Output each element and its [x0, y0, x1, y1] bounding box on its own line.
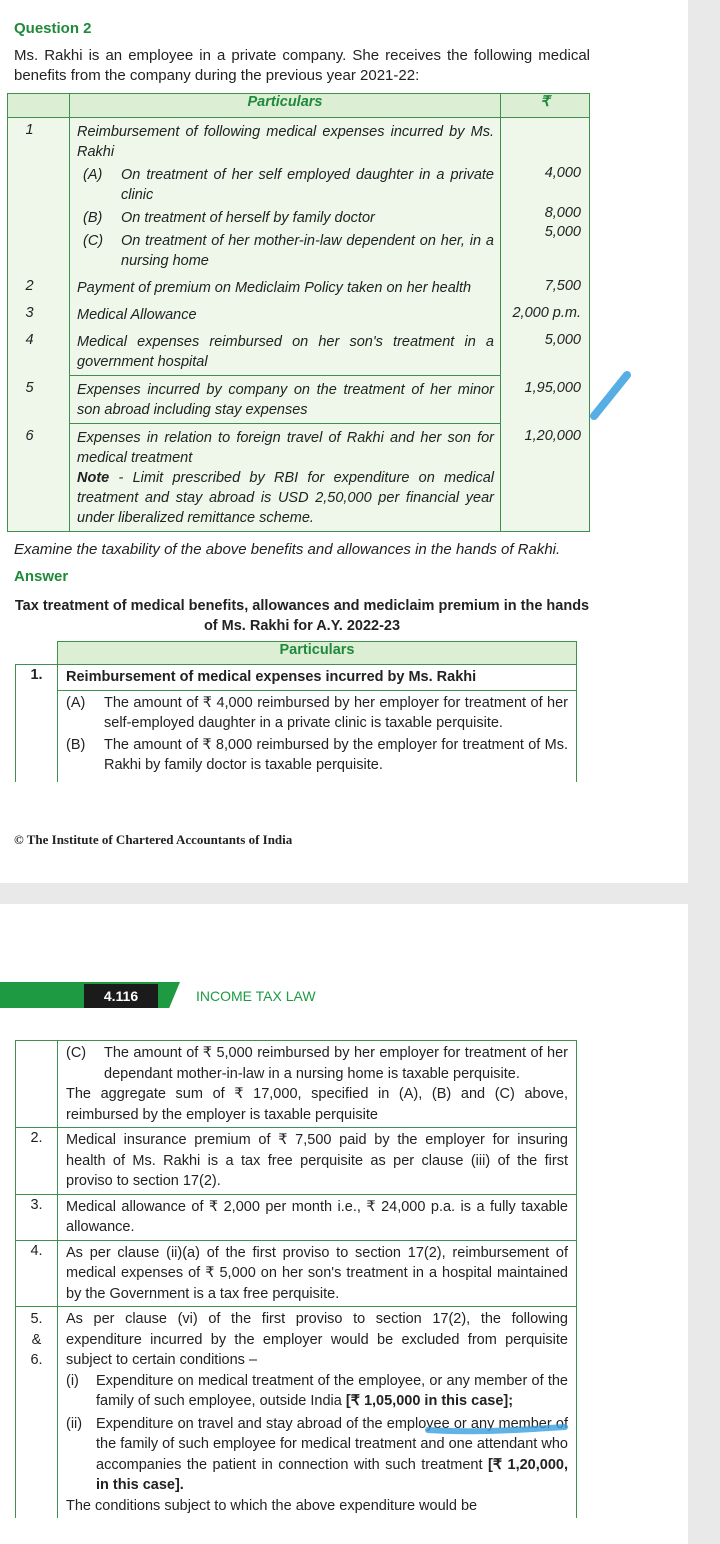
table-row: [16, 1194, 577, 1240]
row-number: 1: [8, 118, 70, 275]
sub-item: [66, 693, 568, 734]
sub-label: (B): [66, 736, 86, 753]
table-row: [8, 376, 590, 424]
sub-text: The amount of ₹ 5,000 reimbursed by her employer for treatment of her dependant mother-in-law in a nursing home is taxable perquisite.: [104, 1045, 568, 1082]
benefits-table: [7, 93, 590, 532]
row-number: 2: [8, 274, 70, 301]
table-header-amount: ₹: [501, 94, 590, 118]
row-text: Medical expenses reimbursed on her son's treatment in a government hospital: [70, 328, 501, 376]
sub-item: [66, 1414, 568, 1496]
sub-text: Expenditure on medical treatment of the employee, or any member of the family of such employee, outside India: [96, 1372, 568, 1409]
answer-table-continued: [15, 1040, 577, 1518]
row-text: Payment of premium on Mediclaim Policy taken on her health: [70, 274, 501, 301]
table-row: [16, 690, 577, 782]
sub-item: [66, 1043, 568, 1084]
answer-label: Answer: [14, 568, 69, 585]
sub-text-bold: [₹ 1,20,000, in this case].: [96, 1456, 568, 1493]
row-text: Medical insurance premium of ₹ 7,500 paid by the employer for insuring health of Ms. Rakhi is a tax free perquisite as per clause (iii) of the first proviso to section 17(2).: [58, 1128, 577, 1195]
sub-label: (C): [83, 233, 104, 249]
amount-value: 7,500: [501, 274, 590, 301]
row-heading: Reimbursement of medical expenses incurred by Ms. Rakhi: [58, 665, 577, 691]
sub-item: [66, 735, 568, 776]
row-text: Medical allowance of ₹ 2,000 per month i.e., ₹ 24,000 p.a. is a fully taxable allowance.: [58, 1194, 577, 1240]
amount-value: 1,95,000: [501, 376, 590, 424]
amount-value: 1,20,000: [501, 424, 590, 532]
table-row: [8, 274, 590, 301]
sub-label: (B): [83, 210, 103, 226]
sub-label: (ii): [66, 1415, 83, 1432]
table-row: [8, 301, 590, 328]
note-label: Note: [77, 470, 110, 486]
examine-instruction: Examine the taxability of the above benefits and allowances in the hands of Rakhi.: [14, 541, 561, 558]
row-number: [16, 1307, 58, 1519]
sub-item: [77, 208, 494, 228]
row-number-part: 6.: [30, 1352, 43, 1368]
row-text: Medical Allowance: [70, 301, 501, 328]
row-number: 6: [8, 424, 70, 532]
question-title: Question 2: [14, 20, 92, 37]
row-number: 3.: [16, 1194, 58, 1240]
table-row: [16, 1128, 577, 1195]
table-row: [8, 328, 590, 376]
row-text: As per clause (vi) of the first proviso to section 17(2), the following expenditure incurred by the employer would be excluded from perquisite subject to certain conditions –: [66, 1311, 568, 1368]
sub-text: The amount of ₹ 4,000 reimbursed by her employer for treatment of her self-employed daughter in a private clinic is taxable perquisite.: [104, 694, 568, 731]
table-row: [16, 1041, 577, 1128]
row-text: Reimbursement of following medical expenses incurred by Ms. Rakhi: [77, 124, 494, 160]
row-number: 4: [8, 328, 70, 376]
note-text: - Limit prescribed by RBI for expenditure on medical treatment and stay abroad is USD 2,50,000 per financial year under liberalized remittance scheme.: [77, 470, 494, 526]
table-note: [77, 468, 494, 528]
table-header-particulars: Particulars: [70, 94, 501, 118]
answer-title: Tax treatment of medical benefits, allowances and mediclaim premium in the hands of Ms. Rakhi for A.Y. 2022-23: [14, 598, 590, 634]
row-number: 5: [8, 376, 70, 424]
amount-value: 2,000 p.m.: [501, 301, 590, 328]
cut-off-text: The conditions subject to which the above expenditure would be: [66, 1497, 478, 1514]
sub-item: [77, 231, 494, 271]
table-row: [8, 118, 590, 275]
sub-text: On treatment of herself by family doctor: [121, 210, 375, 226]
sub-text: The amount of ₹ 8,000 reimbursed by the employer for treatment of Ms. Rakhi by family doctor is taxable perquisite.: [104, 736, 568, 773]
page-number: 4.116: [84, 984, 158, 1008]
row-text: Expenses in relation to foreign travel of Rakhi and her son for medical treatment: [77, 430, 494, 466]
row-text: As per clause (ii)(a) of the first proviso to section 17(2), reimbursement of medical expenses of ₹ 5,000 on her son's treatment in a hospital maintained by the Government is a tax free perquisite.: [58, 1240, 577, 1307]
row-text: Expenses incurred by company on the treatment of her minor son abroad including stay expenses: [70, 376, 501, 424]
answer-header-particulars: Particulars: [58, 642, 577, 665]
page-footer: © The Institute of Chartered Accountants of India: [14, 832, 293, 847]
row-number-part: 5.: [30, 1311, 43, 1327]
amount-value: 4,000: [544, 165, 581, 181]
table-row: [8, 424, 590, 532]
answer-header-blank: [16, 642, 58, 665]
amount-value: 8,000: [544, 205, 581, 221]
sub-text: On treatment of her self employed daughter in a private clinic: [121, 167, 494, 203]
amount-value: 5,000: [501, 328, 590, 376]
sub-text-bold: [₹ 1,05,000 in this case];: [345, 1393, 514, 1409]
page-2: [0, 904, 688, 1544]
sub-text: On treatment of her mother-in-law dependent on her, in a nursing home: [121, 233, 494, 269]
table-header-blank: [8, 94, 70, 118]
row-number: 4.: [16, 1240, 58, 1307]
row-number: 1.: [16, 665, 58, 691]
sub-item: [66, 1371, 568, 1412]
amount-value: 5,000: [544, 224, 581, 240]
sub-text: Expenditure on travel and stay abroad of the employee or any member of the family of such employee for medical treatment and one attendant who accompanies the patient in connection with such treatment: [96, 1415, 568, 1473]
sub-label: (A): [66, 694, 86, 711]
table-row: [16, 1307, 577, 1519]
running-head: INCOME TAX LAW: [196, 988, 316, 1004]
row-number: 2.: [16, 1128, 58, 1195]
sub-label: (A): [83, 167, 103, 183]
sub-item: [77, 165, 494, 205]
aggregate-text: The aggregate sum of ₹ 17,000, specified in (A), (B) and (C) above, reimbursed by the employer is taxable perquisite: [66, 1086, 568, 1123]
table-row: [16, 1240, 577, 1307]
table-row: [16, 665, 577, 691]
question-intro: Ms. Rakhi is an employee in a private company. She receives the following medical benefits from the company during the previous year 2021-22:: [14, 47, 590, 84]
sub-label: (i): [66, 1372, 79, 1389]
row-number: 3: [8, 301, 70, 328]
sub-label: (C): [66, 1045, 87, 1061]
answer-table: [15, 641, 577, 782]
row-number-part: &: [31, 1331, 42, 1348]
